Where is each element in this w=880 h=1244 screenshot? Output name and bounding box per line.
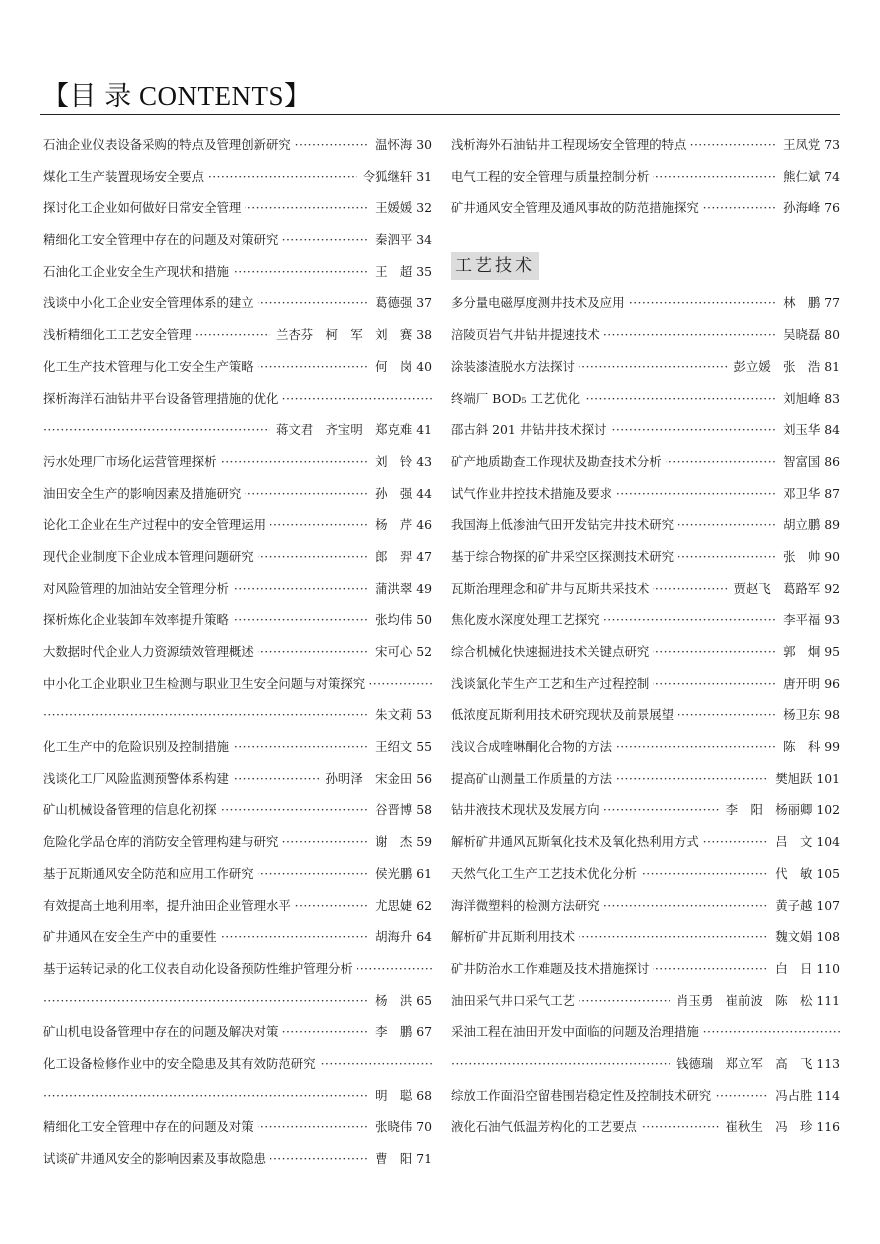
toc-entry-title: 采油工程在油田开发中面临的问题及治理措施 <box>451 1016 703 1048</box>
toc-entry-title: 油田采气井口采气工艺 <box>451 985 579 1017</box>
toc-entry[interactable] <box>451 826 840 858</box>
toc-entry-title: 矿井通风在安全生产中的重要性 <box>43 921 220 953</box>
toc-entry[interactable] <box>451 1048 840 1080</box>
toc-entry-title: 煤化工生产装置现场安全要点 <box>43 161 208 193</box>
toc-entry-author-page: 代 敏 105 <box>769 858 840 890</box>
toc-entry[interactable] <box>451 985 840 1017</box>
toc-entry-author-page: 孙 强 44 <box>369 478 432 510</box>
toc-entry[interactable] <box>451 129 840 161</box>
toc-entry[interactable] <box>43 541 432 573</box>
toc-entry-title: 对风险管理的加油站安全管理分析 <box>43 573 233 605</box>
toc-entry-author-page: 彭立媛 张 浩 81 <box>728 351 840 383</box>
toc-entry-title: 解析矿井瓦斯利用技术 <box>451 921 579 953</box>
toc-entry[interactable] <box>43 383 432 415</box>
toc-entry-author-page: 王凤党 73 <box>777 129 840 161</box>
toc-entry-author-page: 白 日 110 <box>769 953 840 985</box>
toc-entry-author-page: 葛德强 37 <box>369 287 432 319</box>
toc-entry-title: 浅谈化工厂风险监测预警体系构建 <box>43 763 233 795</box>
toc-entry-title: 精细化工安全管理中存在的问题及对策研究 <box>43 224 282 256</box>
toc-entry-title: 浅析精细化工工艺安全管理 <box>43 319 196 351</box>
toc-entry[interactable] <box>43 636 432 668</box>
toc-entry-author-page: 刘旭峰 83 <box>777 383 840 415</box>
toc-entry-title: 低浓度瓦斯利用技术研究现状及前景展望 <box>451 699 678 731</box>
toc-entry-title: 矿山机械设备管理的信息化初探 <box>43 794 220 826</box>
toc-entry-title: 邵古斜 201 井钻井技术探讨 <box>451 414 610 446</box>
toc-entry-author-page: 王媛媛 32 <box>369 192 432 224</box>
toc-entry-title: 终端厂 BOD₅ 工艺优化 <box>451 383 584 415</box>
toc-entry-author-page: 李 鹏 67 <box>369 1016 432 1048</box>
section-title: 工艺技术 <box>451 252 539 280</box>
toc-entry-author-page: 兰杏芬 柯 军 刘 赛 38 <box>270 319 432 351</box>
toc-entry-title: 矿山机电设备管理中存在的问题及解决对策 <box>43 1016 282 1048</box>
toc-entry-title: 石油企业仪表设备采购的特点及管理创新研究 <box>43 129 295 161</box>
toc-entry[interactable] <box>451 573 840 605</box>
toc-entry-author-page: 张晓伟 70 <box>369 1111 432 1143</box>
toc-entry-author-page: 何 岗 40 <box>369 351 432 383</box>
toc-entry[interactable] <box>451 541 840 573</box>
toc-entry-title: 现代企业制度下企业成本管理问题研究 <box>43 541 258 573</box>
toc-entry-title: 浅议合成喹啉酮化合物的方法 <box>451 731 616 763</box>
toc-entry-title: 涂装漆渣脱水方法探讨 <box>451 351 579 383</box>
toc-entry-title: 涪陵页岩气井钻井提速技术 <box>451 319 604 351</box>
toc-entry-author-page: 樊旭跃 101 <box>769 763 840 795</box>
toc-entry-title: 综放工作面沿空留巷围岩稳定性及控制技术研究 <box>451 1080 715 1112</box>
toc-entry-title: 精细化工安全管理中存在的问题及对策 <box>43 1111 258 1143</box>
toc-entry-title: 探讨化工企业如何做好日常安全管理 <box>43 192 245 224</box>
toc-entry-author-page: 熊仁斌 74 <box>777 161 840 193</box>
toc-entry-title: 天然气化工生产工艺技术优化分析 <box>451 858 641 890</box>
toc-entry[interactable] <box>451 1080 840 1112</box>
toc-entry[interactable] <box>43 1143 432 1175</box>
toc-entry[interactable] <box>451 636 840 668</box>
toc-entry-title: 浅谈氯化苄生产工艺和生产过程控制 <box>451 668 653 700</box>
toc-entry-author-page: 令狐继轩 31 <box>357 161 432 193</box>
toc-entry-title: 综合机械化快速掘进技术关键点研究 <box>451 636 653 668</box>
toc-entry-author-page: 蒋文君 齐宝明 郑克难 41 <box>270 414 432 446</box>
toc-entry-title: 浅析海外石油钻井工程现场安全管理的特点 <box>451 129 690 161</box>
toc-entry-author-page: 李平福 93 <box>777 604 840 636</box>
toc-entry-title: 化工设备检修作业中的安全隐患及其有效防范研究 <box>43 1048 320 1080</box>
toc-entry[interactable] <box>451 794 840 826</box>
toc-entry-author-page: 黄子越 107 <box>769 890 840 922</box>
toc-entry-author-page: 贾赵飞 葛路军 92 <box>728 573 840 605</box>
toc-entry[interactable] <box>43 921 432 953</box>
toc-entry[interactable] <box>43 224 432 256</box>
toc-entry-author-page: 胡海升 64 <box>369 921 432 953</box>
toc-entry[interactable] <box>43 414 432 446</box>
toc-entry[interactable] <box>451 414 840 446</box>
toc-entry-title: 基于瓦斯通风安全防范和应用工作研究 <box>43 858 258 890</box>
toc-entry-title: 探析炼化企业装卸车效率提升策略 <box>43 604 233 636</box>
toc-entry-author-page: 钱德瑞 郑立军 高 飞 113 <box>670 1048 840 1080</box>
toc-entry[interactable] <box>43 668 432 700</box>
contents-header <box>40 70 840 115</box>
toc-right-column <box>451 129 840 1143</box>
toc-entry-author-page: 曹 阳 71 <box>369 1143 432 1175</box>
toc-entry-author-page: 杨 洪 65 <box>369 985 432 1017</box>
toc-entry[interactable] <box>43 985 432 1017</box>
toc-entry-title: 化工生产技术管理与化工安全生产策略 <box>43 351 258 383</box>
toc-entry[interactable] <box>43 826 432 858</box>
toc-entry-title: 我国海上低渗油气田开发钻完井技术研究 <box>451 509 678 541</box>
toc-entry-author-page: 秦泗平 34 <box>369 224 432 256</box>
toc-entry[interactable] <box>43 699 432 731</box>
toc-entry-title: 浅谈中小化工企业安全管理体系的建立 <box>43 287 258 319</box>
toc-entry-author-page: 谢 杰 59 <box>369 826 432 858</box>
toc-entry[interactable] <box>43 794 432 826</box>
toc-entry-title: 矿产地质勘查工作现状及勘查技术分析 <box>451 446 666 478</box>
toc-entry-author-page: 尤思婕 62 <box>369 890 432 922</box>
toc-entry-title: 矿井防治水工作难题及技术措施探讨 <box>451 953 653 985</box>
toc-entry[interactable] <box>451 668 840 700</box>
toc-entry[interactable] <box>43 256 432 288</box>
toc-entry[interactable] <box>43 890 432 922</box>
section-heading-row <box>451 224 840 287</box>
toc-entry[interactable] <box>43 604 432 636</box>
toc-entry-author-page: 刘 铃 43 <box>369 446 432 478</box>
toc-entry-author-page: 王绍文 55 <box>369 731 432 763</box>
toc-entry[interactable] <box>451 383 840 415</box>
toc-right-bottom-group <box>451 287 840 1143</box>
toc-entry-author-page: 林 鹏 77 <box>777 287 840 319</box>
toc-entry-title: 液化石油气低温芳构化的工艺要点 <box>451 1111 641 1143</box>
toc-entry[interactable] <box>451 699 840 731</box>
toc-entry[interactable] <box>43 1080 432 1112</box>
toc-entry-author-page: 李 阳 杨丽卿 102 <box>720 794 840 826</box>
toc-entry[interactable] <box>451 192 840 224</box>
toc-entry-title: 多分量电磁厚度测井技术及应用 <box>451 287 628 319</box>
toc-entry[interactable] <box>43 953 432 985</box>
toc-entry-author-page: 郎 羿 47 <box>369 541 432 573</box>
toc-entry-author-page: 张均伟 50 <box>369 604 432 636</box>
toc-entry-title: 焦化废水深度处理工艺探究 <box>451 604 604 636</box>
toc-entry[interactable] <box>43 1048 432 1080</box>
toc-entry[interactable] <box>451 478 840 510</box>
toc-entry[interactable] <box>43 129 432 161</box>
toc-entry[interactable] <box>43 858 432 890</box>
toc-entry-title: 中小化工企业职业卫生检测与职业卫生安全问题与对策探究 <box>43 668 369 700</box>
toc-right-top-group <box>451 129 840 224</box>
toc-entry-author-page: 王 超 35 <box>369 256 432 288</box>
toc-entry[interactable] <box>451 953 840 985</box>
toc-entry-author-page: 孙明泽 宋金田 56 <box>320 763 432 795</box>
toc-entry[interactable] <box>43 763 432 795</box>
toc-entry-title: 矿井通风安全管理及通风事故的防范措施探究 <box>451 192 703 224</box>
toc-entry[interactable] <box>451 1016 840 1048</box>
toc-entry-title: 电气工程的安全管理与质量控制分析 <box>451 161 653 193</box>
toc-entry-title: 基于运转记录的化工仪表自动化设备预防性维护管理分析 <box>43 953 357 985</box>
toc-entry[interactable] <box>43 1111 432 1143</box>
toc-entry[interactable] <box>43 319 432 351</box>
toc-entry-title: 化工生产中的危险识别及控制措施 <box>43 731 233 763</box>
toc-entry-title: 危险化学品仓库的消防安全管理构建与研究 <box>43 826 282 858</box>
toc-entry[interactable] <box>43 446 432 478</box>
toc-entry-title: 钻井液技术现状及发展方向 <box>451 794 604 826</box>
toc-entry[interactable] <box>43 351 432 383</box>
toc-entry-title: 油田安全生产的影响因素及措施研究 <box>43 478 245 510</box>
toc-entry[interactable] <box>43 573 432 605</box>
toc-entry[interactable] <box>451 509 840 541</box>
toc-entry[interactable] <box>43 192 432 224</box>
toc-entry-author-page: 郭 炯 95 <box>777 636 840 668</box>
toc-entry[interactable] <box>451 921 840 953</box>
toc-entry-author-page: 智富国 86 <box>777 446 840 478</box>
toc-entry-title: 石油化工企业安全生产现状和措施 <box>43 256 233 288</box>
toc-entry-author-page: 侯光鹏 61 <box>369 858 432 890</box>
toc-entry-author-page: 吴晓磊 80 <box>777 319 840 351</box>
toc-entry-author-page: 崔秋生 冯 珍 116 <box>720 1111 840 1143</box>
toc-entry[interactable] <box>43 509 432 541</box>
toc-entry-author-page: 杨 芹 46 <box>369 509 432 541</box>
toc-entry-title: 提高矿山测量工作质量的方法 <box>451 763 616 795</box>
toc-entry-author-page: 温怀海 30 <box>369 129 432 161</box>
toc-entry[interactable] <box>451 890 840 922</box>
toc-entry-author-page: 蒲洪翠 49 <box>369 573 432 605</box>
toc-left-column <box>43 129 432 1175</box>
toc-entry-author-page: 唐开明 96 <box>777 668 840 700</box>
toc-entry[interactable] <box>451 161 840 193</box>
toc-entry[interactable] <box>43 478 432 510</box>
toc-entry[interactable] <box>43 731 432 763</box>
toc-entry-author-page: 孙海峰 76 <box>777 192 840 224</box>
toc-entry[interactable] <box>451 319 840 351</box>
toc-entry-title: 试气作业井控技术措施及要求 <box>451 478 616 510</box>
toc-entry-author-page: 刘玉华 84 <box>777 414 840 446</box>
toc-entry-author-page: 谷晋博 58 <box>369 794 432 826</box>
toc-entry[interactable] <box>451 604 840 636</box>
toc-entry[interactable] <box>43 287 432 319</box>
toc-entry-author-page: 冯占胜 114 <box>769 1080 840 1112</box>
toc-entry-title: 解析矿井通风瓦斯氧化技术及氧化热利用方式 <box>451 826 703 858</box>
toc-entry-title: 有效提高土地利用率，提升油田企业管理水平 <box>43 890 295 922</box>
toc-entry-author-page: 魏文娟 108 <box>769 921 840 953</box>
toc-entry[interactable] <box>43 1016 432 1048</box>
toc-entry-title: 基于综合物探的矿井采空区探测技术研究 <box>451 541 678 573</box>
toc-entry-title: 大数据时代企业人力资源绩效管理概述 <box>43 636 258 668</box>
toc-entry-title: 论化工企业在生产过程中的安全管理运用 <box>43 509 270 541</box>
toc-entry-author-page: 陈 科 99 <box>777 731 840 763</box>
toc-entry-title: 污水处理厂市场化运营管理探析 <box>43 446 220 478</box>
toc-entry-author-page: 宋可心 52 <box>369 636 432 668</box>
toc-entry-title: 瓦斯治理理念和矿井与瓦斯共采技术 <box>451 573 653 605</box>
toc-entry-author-page: 张 帅 90 <box>777 541 840 573</box>
toc-entry-title: 探析海洋石油钻井平台设备管理措施的优化 <box>43 383 282 415</box>
toc-entry-author-page: 胡立鹏 89 <box>777 509 840 541</box>
toc-entry-author-page: 杨卫东 98 <box>777 699 840 731</box>
toc-entry[interactable] <box>451 1111 840 1143</box>
toc-entry-author-page: 邓卫华 87 <box>777 478 840 510</box>
toc-entry[interactable] <box>451 858 840 890</box>
toc-entry-author-page: 肖玉勇 崔前波 陈 松 111 <box>670 985 840 1017</box>
toc-entry[interactable] <box>451 763 840 795</box>
toc-entry-author-page: 明 聪 68 <box>369 1080 432 1112</box>
toc-entry[interactable] <box>43 161 432 193</box>
toc-entry-author-page: 朱文莉 53 <box>369 699 432 731</box>
toc-entry[interactable] <box>451 731 840 763</box>
toc-entry-author-page: 吕 文 104 <box>769 826 840 858</box>
toc-entry-title: 海洋微塑料的检测方法研究 <box>451 890 604 922</box>
toc-entry[interactable] <box>451 351 840 383</box>
contents-title: 【目 录 CONTENTS】 <box>42 81 312 111</box>
toc-entry-title: 试谈矿井通风安全的影响因素及事故隐患 <box>43 1143 270 1175</box>
toc-entry[interactable] <box>451 446 840 478</box>
toc-entry[interactable] <box>451 287 840 319</box>
